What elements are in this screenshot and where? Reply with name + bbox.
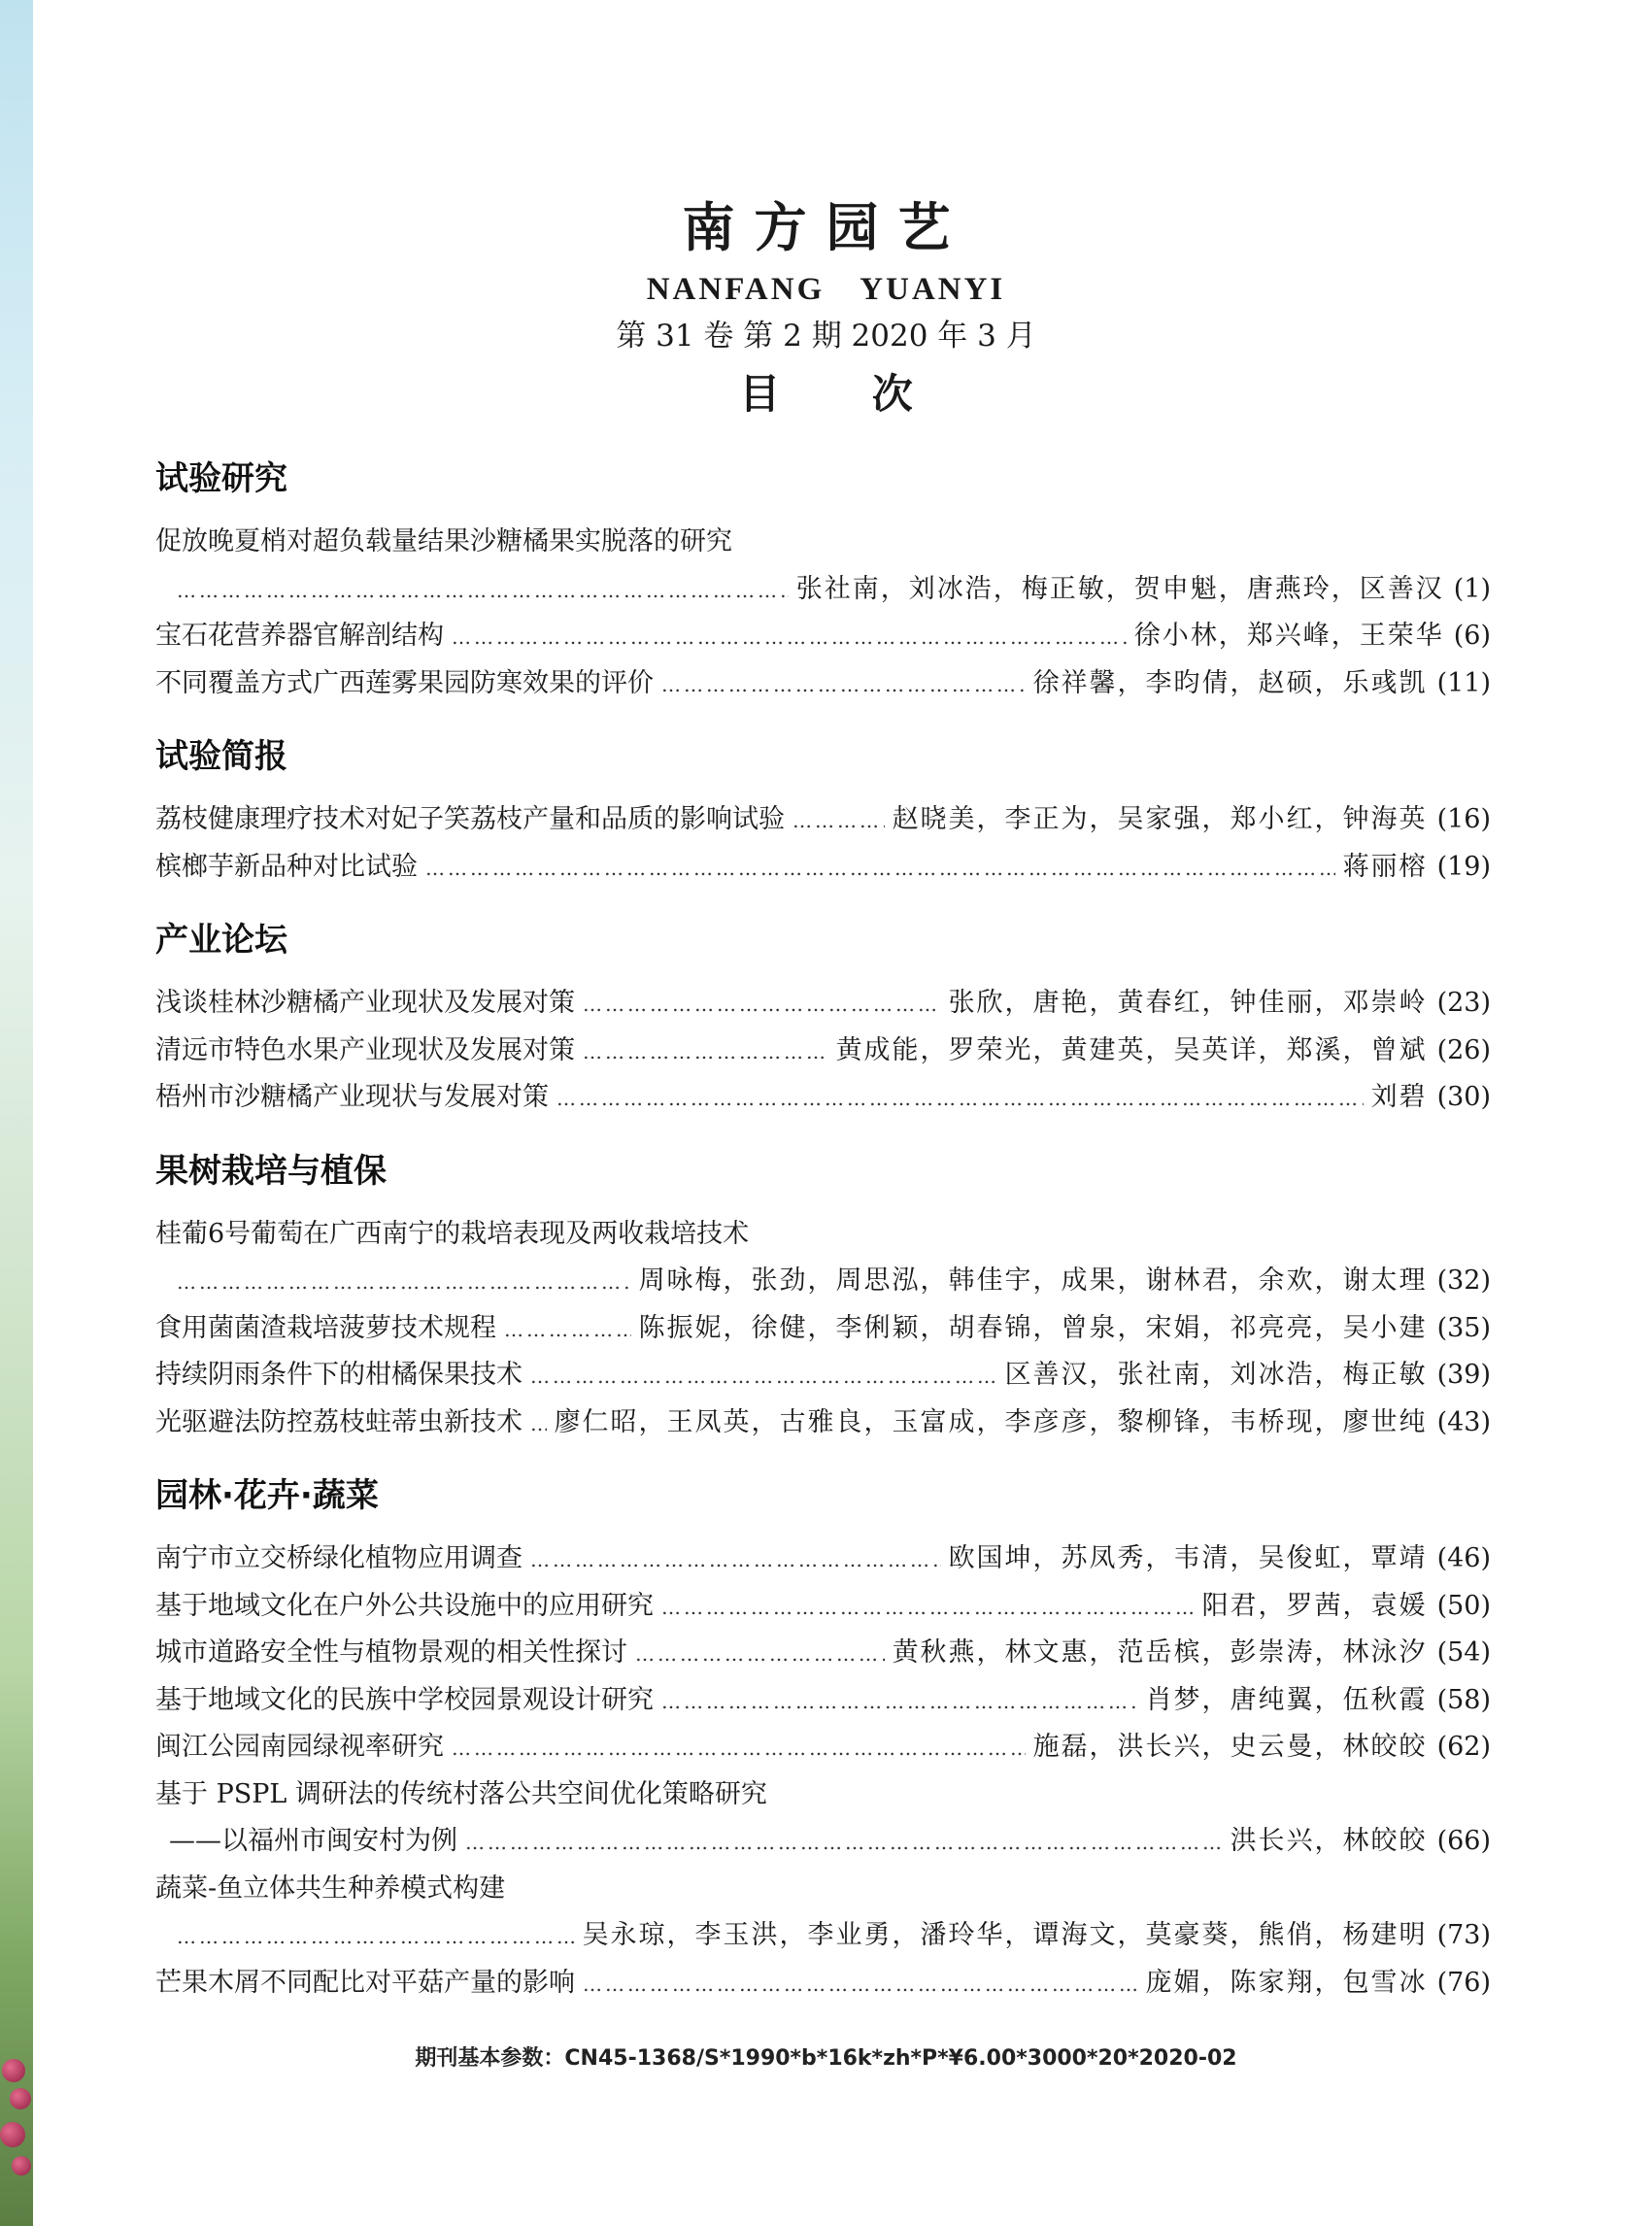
article-title: 促放晚夏梢对超负载量结果沙糖橘果实脱落的研究 — [155, 526, 732, 556]
article-authors: 蒋丽榕 — [1342, 851, 1428, 882]
toc-entry[interactable] — [155, 1028, 1491, 1075]
article-authors: 赵晓美，李正为，吴家强，郑小红，钟海英 — [892, 804, 1428, 834]
journal-title-en: NANFANG YUANYI — [646, 272, 1006, 307]
article-title: 蔬菜-鱼立体共生种养模式构建 — [155, 1872, 506, 1904]
article-page: (16) — [1436, 804, 1491, 834]
article-title: 南宁市立交桥绿化植物应用调查 — [155, 1543, 523, 1573]
article-authors: 阳君，罗茜，袁媛 — [1201, 1590, 1428, 1621]
toc-entry-detail-line[interactable] — [155, 1818, 1491, 1866]
issue-info: 第 31 卷 第 2 期 2020 年 3 月 — [616, 319, 1036, 354]
article-authors: 周咏梅，张劲，周思泓，韩佳宇，成果，谢林君，余欢，谢太理 — [638, 1265, 1428, 1296]
toc-entry[interactable] — [155, 613, 1491, 660]
article-page: (6) — [1453, 621, 1491, 651]
article-authors: 陈振妮，徐健，李俐颖，胡春锦，曾泉，宋娟，祁亮亮，吴小建 — [638, 1312, 1428, 1343]
article-title: 基于地域文化在户外公共设施中的应用研究 — [155, 1590, 654, 1621]
article-title: 桂葡6号葡萄在广西南宁的栽培表现及两收栽培技术 — [155, 1218, 750, 1249]
dot-leader — [583, 1029, 828, 1076]
toc-entry-detail-line[interactable] — [155, 1258, 1491, 1305]
article-page: (43) — [1436, 1406, 1491, 1437]
journal-title-cn: 南方园艺 — [682, 197, 970, 258]
article-page: (26) — [1436, 1034, 1491, 1065]
article-authors: 黄成能，罗荣光，黄建英，吴英详，郑溪，曾斌 — [835, 1034, 1428, 1065]
dot-leader — [425, 845, 1335, 893]
article-authors: 徐祥馨，李昀倩，赵硕，乐彧凯 — [1032, 667, 1428, 698]
article-page: (66) — [1436, 1826, 1491, 1856]
article-page: (54) — [1436, 1637, 1491, 1668]
article-title: 基于地域文化的民族中学校园景观设计研究 — [155, 1684, 654, 1715]
article-page: (19) — [1436, 851, 1491, 882]
article-page: (32) — [1436, 1265, 1491, 1296]
toc-entry[interactable] — [155, 1074, 1491, 1122]
dot-leader — [177, 1913, 575, 1961]
toc-entry[interactable] — [155, 660, 1491, 708]
article-authors: 洪长兴，林皎皎 — [1230, 1826, 1428, 1856]
article-title: 基于 PSPL 调研法的传统村落公共空间优化策略研究 — [155, 1778, 767, 1809]
dot-leader — [583, 981, 941, 1029]
toc-entry[interactable] — [155, 844, 1491, 892]
article-title: 梧州市沙糖橘产业现状与发展对策 — [155, 1082, 549, 1112]
article-title: 光驱避法防控荔枝蛀蒂虫新技术 — [155, 1406, 523, 1437]
dot-leader — [583, 1961, 1138, 2008]
dot-leader — [530, 1536, 941, 1584]
toc-entry[interactable] — [155, 1583, 1491, 1631]
toc-entry-title-line[interactable] — [155, 1771, 1491, 1819]
article-authors: 欧国坤，苏凤秀，韦清，吴俊虹，覃靖 — [948, 1543, 1428, 1573]
article-page: (11) — [1436, 667, 1491, 698]
article-title: 清远市特色水果产业现状及发展对策 — [155, 1034, 575, 1065]
article-authors: 施磊，洪长兴，史云曼，林皎皎 — [1032, 1732, 1428, 1762]
dot-leader — [661, 1678, 1138, 1726]
toc-entry[interactable] — [155, 1535, 1491, 1583]
dot-leader — [556, 1075, 1364, 1123]
toc-entry-title-line[interactable] — [155, 1866, 1491, 1913]
dot-leader — [530, 1400, 547, 1448]
journal-parameters: 期刊基本参数：CN45-1368/S*1990*b*16k*zh*P*¥6.00*3000*20*2020-02 — [415, 2046, 1237, 2071]
article-subtitle: ——以福州市闽安村为例 — [169, 1826, 457, 1856]
dot-leader — [635, 1631, 885, 1678]
berry-decoration — [0, 2122, 25, 2147]
article-page: (1) — [1453, 573, 1491, 604]
toc-entry[interactable] — [155, 1677, 1491, 1725]
dot-leader — [530, 1353, 997, 1400]
dot-leader — [452, 614, 1127, 661]
article-authors: 庞媚，陈家翔，包雪冰 — [1145, 1967, 1428, 1998]
toc-entry[interactable] — [155, 1305, 1491, 1353]
article-title: 浅谈桂林沙糖橘产业现状及发展对策 — [155, 988, 575, 1018]
section-heading: 园林·花卉·蔬菜 — [155, 1476, 379, 1515]
dot-leader — [177, 1259, 631, 1306]
article-page: (30) — [1436, 1082, 1491, 1112]
toc-entry[interactable] — [155, 980, 1491, 1028]
toc-entry-detail-line[interactable] — [155, 1912, 1491, 1960]
toc-entry[interactable] — [155, 796, 1491, 844]
dot-leader — [661, 1584, 1195, 1632]
berry-decoration — [12, 2156, 31, 2175]
article-authors: 黄秋燕，林文惠，范岳槟，彭崇涛，林泳汐 — [892, 1637, 1428, 1668]
article-title: 食用菌菌渣栽培菠萝技术规程 — [155, 1312, 496, 1343]
article-page: (62) — [1436, 1732, 1491, 1762]
article-authors: 徐小林，郑兴峰，王荣华 — [1133, 621, 1444, 651]
article-page: (23) — [1436, 988, 1491, 1018]
toc-entry[interactable] — [155, 1630, 1491, 1677]
article-authors: 区善汉，张社南，刘冰浩，梅正敏 — [1004, 1360, 1428, 1390]
article-title: 不同覆盖方式广西莲雾果园防寒效果的评价 — [155, 667, 654, 698]
journal-header — [0, 194, 1652, 423]
article-authors: 廖仁昭，王凤英，古雅良，玉富成，李彦彦，黎柳锋，韦桥现，廖世纯 — [554, 1406, 1428, 1437]
article-title: 芒果木屑不同配比对平菇产量的影响 — [155, 1967, 575, 1998]
article-title: 闽江公园南园绿视率研究 — [155, 1732, 444, 1762]
article-title: 荔枝健康理疗技术对妃子笑荔枝产量和品质的影响试验 — [155, 804, 785, 834]
section-heading: 果树栽培与植保 — [155, 1151, 387, 1191]
article-authors: 吴永琼，李玉洪，李业勇，潘玲华，谭海文，莫豪葵，熊俏，杨建明 — [582, 1920, 1428, 1950]
toc-entry-title-line[interactable] — [155, 1211, 1491, 1259]
dot-leader — [792, 797, 885, 845]
dot-leader — [661, 661, 1026, 709]
article-title: 宝石花营养器官解剖结构 — [155, 621, 444, 651]
article-page: (76) — [1436, 1967, 1491, 1998]
table-of-contents — [155, 455, 1491, 2007]
dot-leader — [452, 1725, 1026, 1772]
section-heading: 产业论坛 — [155, 921, 287, 960]
toc-entry[interactable] — [155, 1724, 1491, 1771]
toc-entry-title-line[interactable] — [155, 519, 1491, 566]
toc-entry-detail-line[interactable] — [155, 566, 1491, 614]
toc-entry[interactable] — [155, 1960, 1491, 2007]
article-page: (73) — [1436, 1920, 1491, 1950]
toc-entry[interactable] — [155, 1400, 1491, 1447]
article-authors: 刘碧 — [1370, 1082, 1428, 1112]
article-page: (50) — [1436, 1590, 1491, 1621]
section-heading: 试验研究 — [155, 459, 287, 498]
article-page: (35) — [1436, 1312, 1491, 1343]
toc-entry[interactable] — [155, 1352, 1491, 1400]
toc-heading: 目 次 — [739, 370, 952, 418]
dot-leader — [465, 1819, 1223, 1867]
article-title: 槟榔芋新品种对比试验 — [155, 851, 418, 882]
dot-leader — [177, 567, 789, 615]
article-page: (58) — [1436, 1684, 1491, 1715]
article-authors: 肖梦，唐纯翼，伍秋霞 — [1145, 1684, 1428, 1715]
section-heading: 试验简报 — [155, 737, 287, 776]
article-title: 持续阴雨条件下的柑橘保果技术 — [155, 1360, 523, 1390]
dot-leader — [504, 1306, 631, 1354]
berry-decoration — [10, 2088, 31, 2109]
article-title: 城市道路安全性与植物景观的相关性探讨 — [155, 1637, 627, 1668]
article-authors: 张欣，唐艳，黄春红，钟佳丽，邓崇岭 — [948, 988, 1428, 1018]
article-page: (39) — [1436, 1360, 1491, 1390]
article-authors: 张社南，刘冰浩，梅正敏，贺申魁，唐燕玲，区善汉 — [795, 573, 1444, 604]
article-page: (46) — [1436, 1543, 1491, 1573]
